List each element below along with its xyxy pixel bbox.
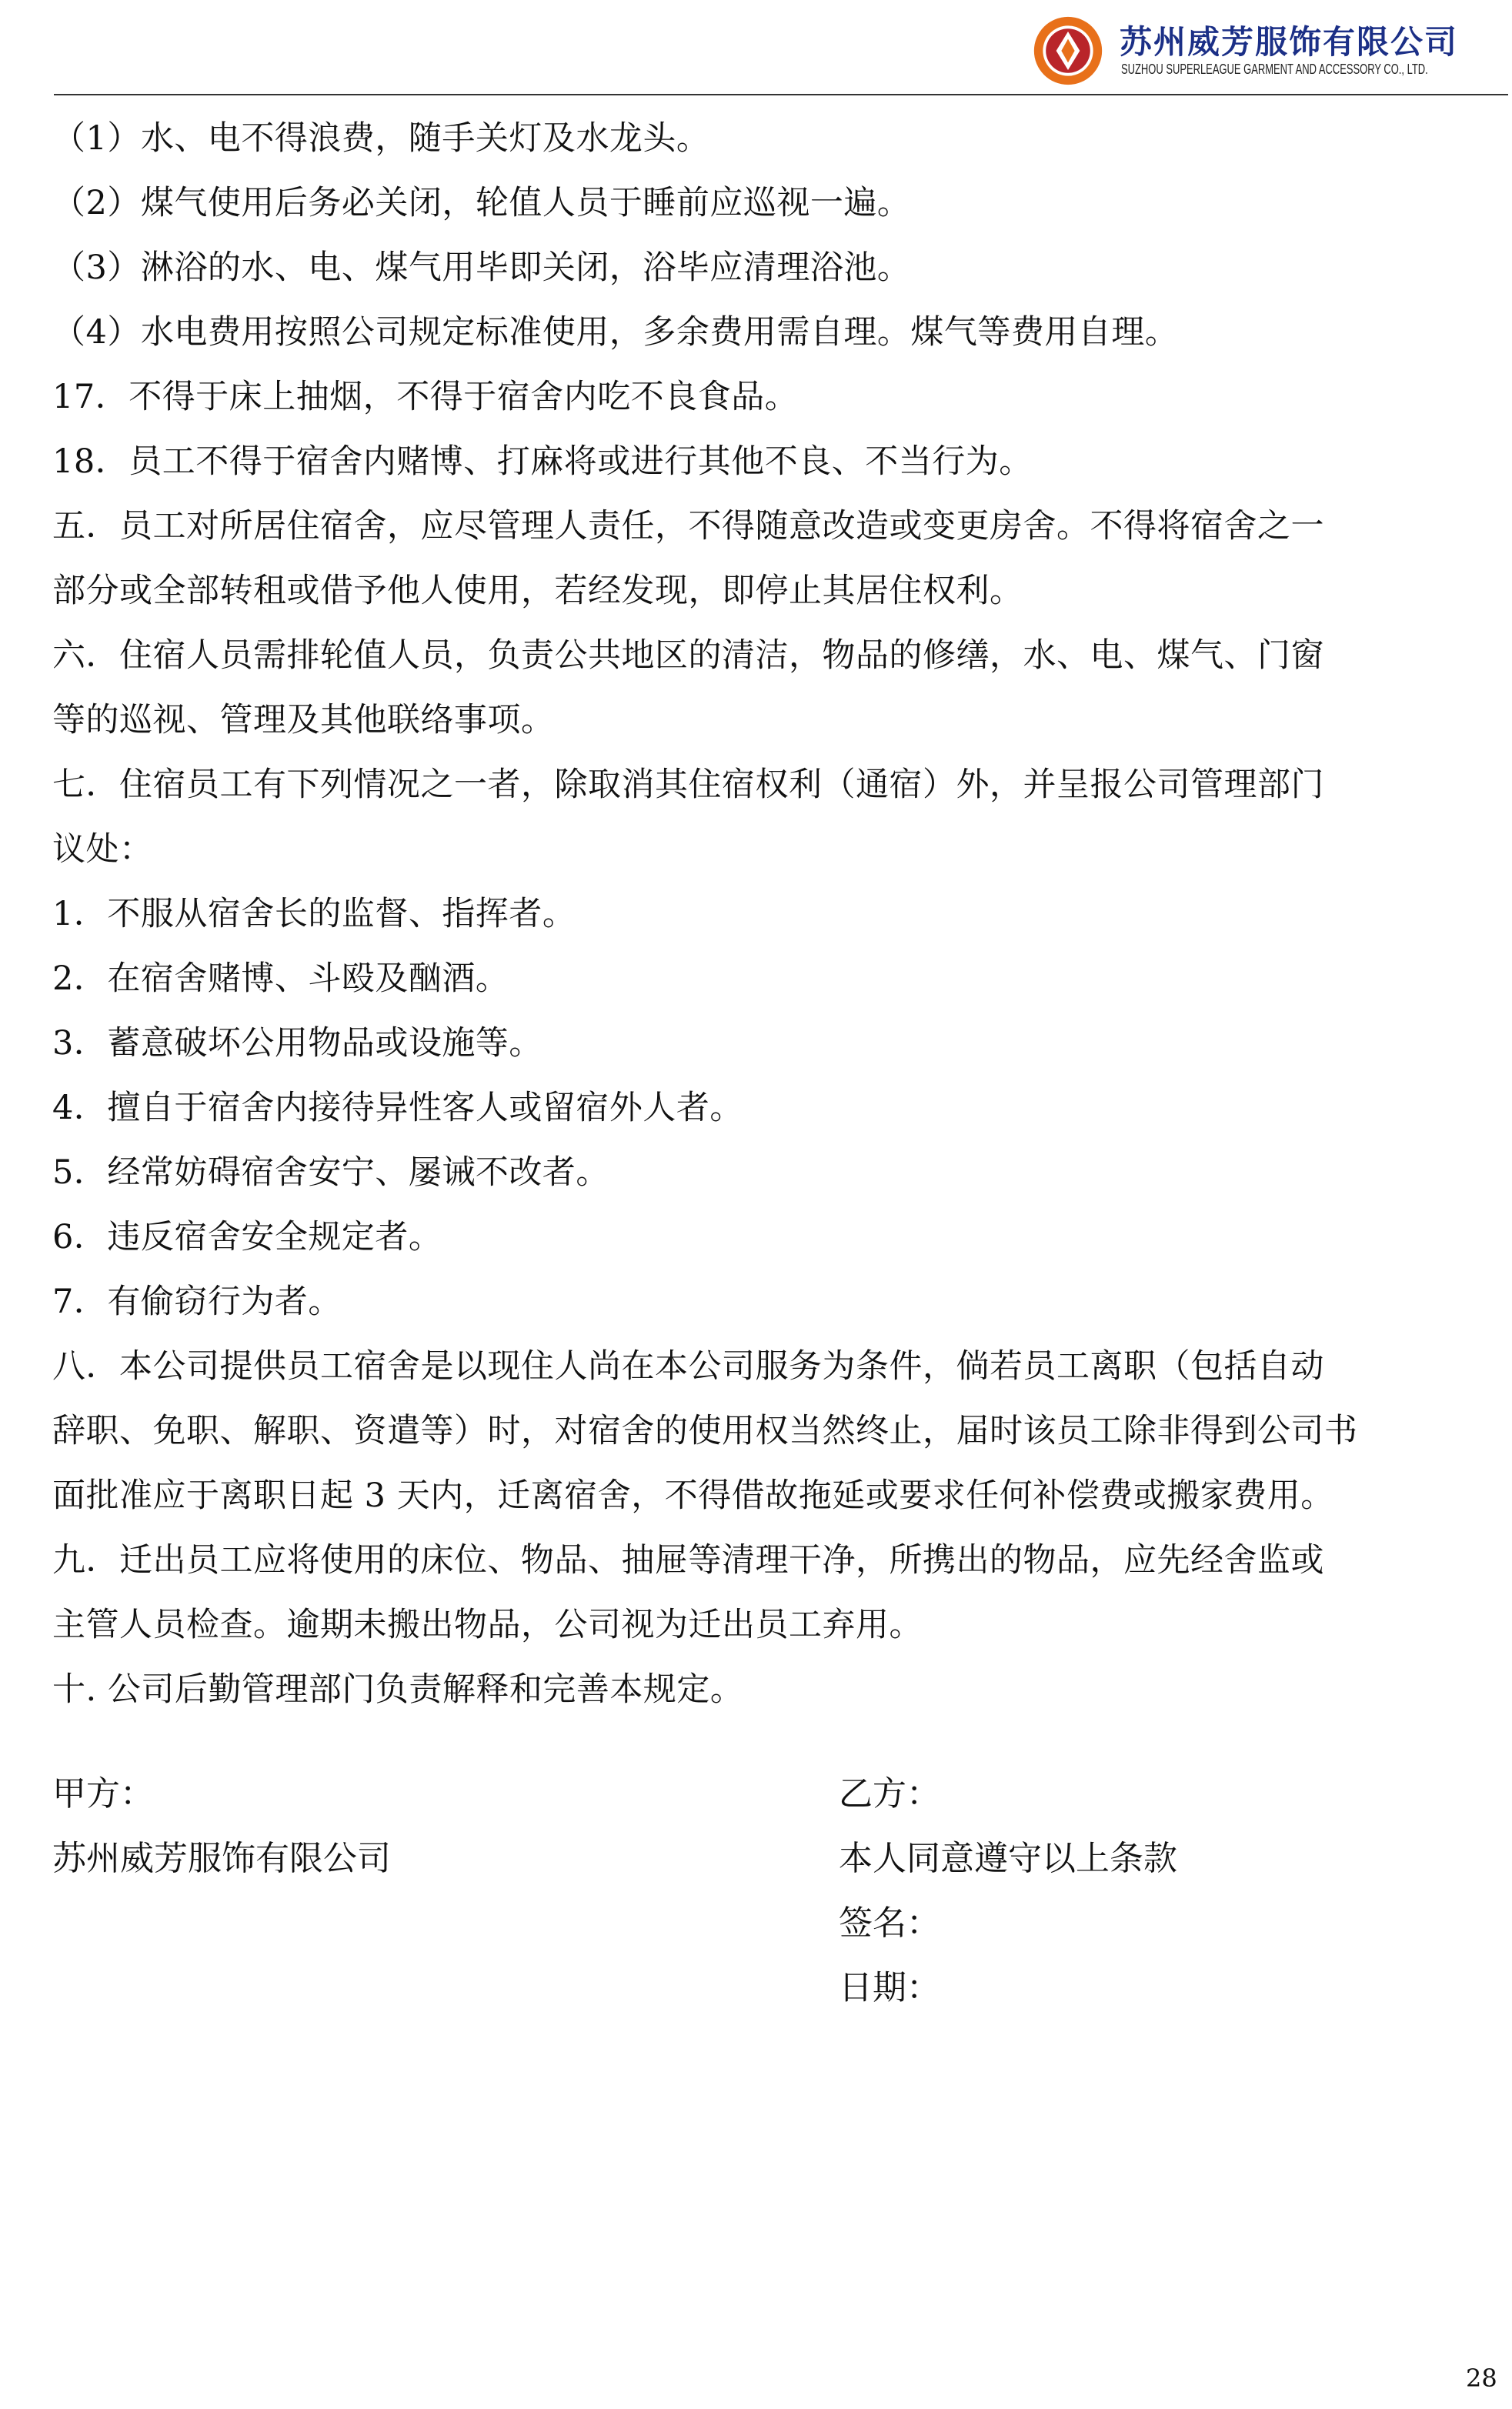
body-line: 主管人员检查。逾期未搬出物品，公司视为迁出员工弃用。 (52, 1606, 923, 1644)
body-line: 等的巡视、管理及其他联络事项。 (52, 701, 555, 739)
body-line: （3）淋浴的水、电、煤气用毕即关闭，浴毕应清理浴池。 (52, 249, 911, 287)
date-label: 日期： (839, 1968, 940, 2007)
body-line: 4．擅自于宿舍内接待异性客人或留宿外人者。 (52, 1089, 743, 1127)
company-logo (1031, 14, 1105, 88)
party-b-block (839, 1762, 1177, 2020)
body-line: 九．迁出员工应将使用的床位、物品、抽屉等清理干净，所携出的物品，应先经舍监或 (52, 1541, 1324, 1580)
body-line: 5．经常妨碍宿舍安宁、屡诫不改者。 (52, 1153, 609, 1192)
party-b-label: 乙方： (839, 1774, 940, 1813)
body-line: 八．本公司提供员工宿舍是以现住人尚在本公司服务为条件，倘若员工离职（包括自动 (52, 1347, 1324, 1386)
signature-label: 签名： (839, 1904, 940, 1943)
body-line: 议处： (52, 830, 153, 869)
party-b-agreement: 本人同意遵守以上条款 (839, 1839, 1177, 1878)
body-line: 17．不得于床上抽烟，不得于宿舍内吃不良食品。 (52, 378, 799, 416)
body-line: 部分或全部转租或借予他人使用，若经发现，即停止其居住权利。 (52, 572, 1023, 610)
body-line: 1．不服从宿舍长的监督、指挥者。 (52, 895, 576, 933)
header-divider (54, 94, 1508, 95)
company-name-chinese: 苏州威芳服饰有限公司 (1120, 23, 1459, 61)
document-body (52, 106, 1507, 1722)
body-line: 七．住宿员工有下列情况之一者，除取消其住宿权利（通宿）外，并呈报公司管理部门 (52, 766, 1324, 804)
page-header (0, 0, 1512, 98)
party-a-label: 甲方： (52, 1774, 154, 1813)
body-line: 十. 公司后勤管理部门负责解释和完善本规定。 (52, 1670, 744, 1709)
company-name-english: SUZHOU SUPERLEAGUE GARMENT AND ACCESSORY CO., LTD. (1121, 62, 1428, 77)
body-line: 辞职、免职、解职、资遣等）时，对宿舍的使用权当然终止，届时该员工除非得到公司书 (52, 1412, 1358, 1450)
party-a-name: 苏州威芳服饰有限公司 (52, 1839, 391, 1878)
body-line: 五．员工对所居住宿舍，应尽管理人责任，不得随意改造或变更房舍。不得将宿舍之一 (52, 507, 1324, 546)
party-a-block (52, 1762, 391, 1891)
body-line: 6．违反宿舍安全规定者。 (52, 1218, 442, 1256)
body-line: （2）煤气使用后务必关闭，轮值人员于睡前应巡视一遍。 (52, 184, 911, 222)
body-line: （4）水电费用按照公司规定标准使用，多余费用需自理。煤气等费用自理。 (52, 313, 1179, 352)
body-line: 2．在宿舍赌博、斗殴及酗酒。 (52, 959, 509, 998)
body-line: 18．员工不得于宿舍内赌博、打麻将或进行其他不良、不当行为。 (52, 442, 1033, 481)
body-line: （1）水、电不得浪费，随手关灯及水龙头。 (52, 119, 710, 158)
body-line: 3．蓄意破坏公用物品或设施等。 (52, 1024, 542, 1063)
page-number: 28 (1466, 2364, 1497, 2393)
body-line: 面批准应于离职日起 3 天内，迁离宿舍，不得借故拖延或要求任何补偿费或搬家费用。 (52, 1476, 1334, 1515)
body-line: 六．住宿人员需排轮值人员，负责公共地区的清洁，物品的修缮，水、电、煤气、门窗 (52, 636, 1324, 675)
body-line: 7．有偷窃行为者。 (52, 1283, 342, 1321)
